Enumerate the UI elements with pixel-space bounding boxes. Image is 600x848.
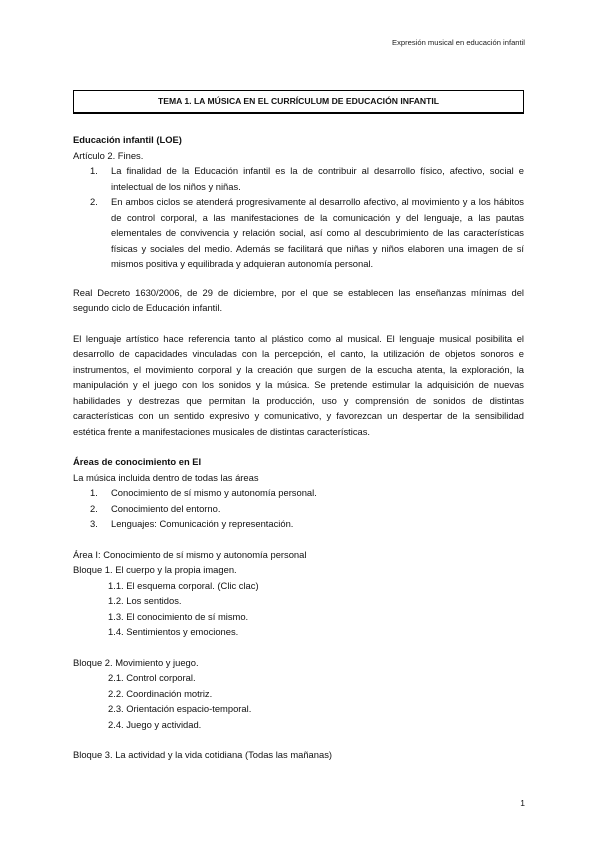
list-item [73,194,524,272]
list-item [73,485,524,501]
bloque2-title: Bloque 2. Movimiento y juego. [73,656,199,668]
list-item [73,516,524,532]
list-text: La finalidad de la Educación infantil es la de contribuir al desarrollo físico, afectivo, social e intelectual de los niños y niñas. [111,165,524,192]
bloque2-item: 2.4. Juego y actividad. [108,718,202,730]
areas-heading: Áreas de conocimiento en EI [73,456,202,467]
list-number: 2. [90,502,98,514]
bloque2-item: 2.2. Coordinación motriz. [108,687,213,699]
list-number: 2. [90,196,98,207]
bloque1-title: Bloque 1. El cuerpo y la propia imagen. [73,564,237,575]
lenguaje-paragraph: El lenguaje artístico hace referencia tanto al plástico como al musical. El lenguaje musical posibilita el desarrollo de capacidades vinculadas con la percepción, el canto, la utilización de objetos sonoros e instrumentos, el movimiento corporal y la creación que surgen de la escucha atenta, la exploración, la manipulación y el juego con los sonidos y la música. Se pretende estimular la adquisición de nuevas habilidades y destrezas que permitan la producción, uso y comprensión de sonidos de distintas características con un sentido expresivo y comunicativo, y favorezcan un despertar de la sensibilidad estética frente a manifestaciones musicales de distintas características. [73,332,524,437]
bloque1-item: 1.3. El conocimiento de sí mismo. [108,610,249,622]
list-item [73,501,524,517]
running-header: Expresión musical en educación infantil [392,38,525,47]
loe-heading: Educación infantil (LOE) [73,134,182,145]
list-text: En ambos ciclos se atenderá progresivamente al desarrollo afectivo, al movimiento y a los hábitos de control corporal, a las manifestaciones de la comunicación y del lenguaje, a las pautas elementales de convivencia y relación social, así como al descubrimiento de las características físicas y sociales del medio. Además se facilitará que niñas y niños elaboren una imagen de sí mismos positiva y equilibrada y adquieran autonomía personal. [111,196,524,269]
page-title: TEMA 1. LA MÚSICA EN EL CURRÍCULUM DE EDUCACIÓN INFANTIL [73,90,524,114]
list-text: Lenguajes: Comunicación y representación. [111,518,294,529]
bloque1-item: 1.2. Los sentidos. [108,595,182,606]
list-text: Conocimiento de sí mismo y autonomía personal. [111,487,317,498]
area1-heading: Área I: Conocimiento de sí mismo y autonomía personal [73,548,307,560]
real-decreto-paragraph: Real Decreto 1630/2006, de 29 de diciembre, por el que se establecen las enseñanzas mínimas del segundo ciclo de Educación infantil. [73,286,524,313]
list-text: Conocimiento del entorno. [111,502,221,514]
areas-intro: La música incluida dentro de todas las áreas [73,471,259,483]
areas-list [73,485,524,532]
bloque1-item: 1.4. Sentimientos y emociones. [108,626,239,637]
list-number: 1. [90,165,98,176]
document-body [73,132,524,763]
bloque2-item: 2.1. Control corporal. [108,672,196,683]
list-number: 3. [90,518,98,529]
bloque1-item: 1.1. El esquema corporal. (Clic clac) [108,579,259,591]
bloque2-item: 2.3. Orientación espacio-temporal. [108,703,252,714]
page-number: 1 [520,798,525,808]
loe-list [73,163,524,272]
bloque3-title: Bloque 3. La actividad y la vida cotidiana (Todas las mañanas) [73,749,333,760]
list-item [73,163,524,194]
list-number: 1. [90,487,98,498]
loe-article: Artículo 2. Fines. [73,149,144,161]
